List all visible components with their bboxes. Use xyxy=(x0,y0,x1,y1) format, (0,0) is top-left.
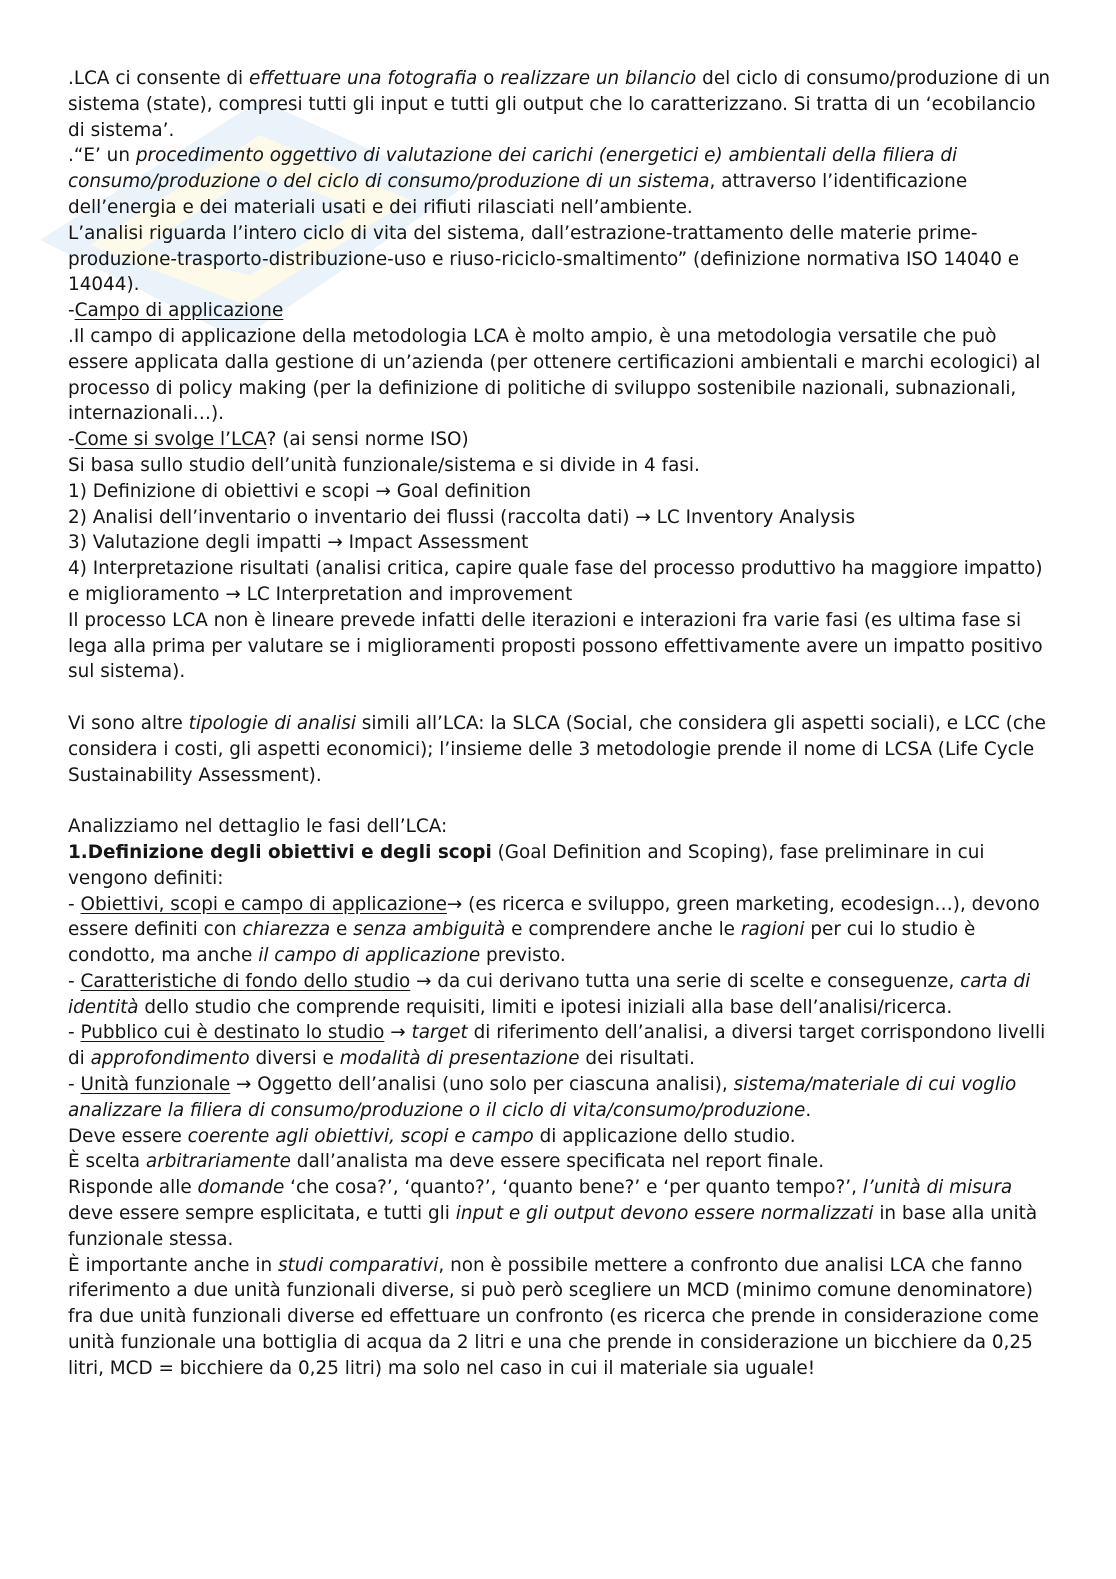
paragraph-life-cycle: L’analisi riguarda l’intero ciclo di vita del sistema, dall’estrazione-trattamento delle materie prime-produzione-trasporto-distribuzione-uso e riuso-riciclo-smaltimento” (definizione normativa ISO 14040 e 14044). xyxy=(68,222,1020,296)
paragraph-campo: .Il campo di applicazione della metodologia LCA è molto ampio, è una metodologia versatile che può essere applicata dalla gestione di un’azienda (per ottenere certificazioni ambientali e marchi ecologici) al processo di policy making (per la definizione di politiche di sviluppo sostenibile nazionali, subnazionali, internazionali…). xyxy=(68,325,1041,425)
arrow-right-icon: → xyxy=(230,1074,252,1096)
list-item: 2) Analisi dell’inventario o inventario dei flussi (raccolta dati) → LC Inventory Analysis xyxy=(68,506,856,528)
paragraph-coerente: Deve essere coerente agli obiettivi, scopi e campo di applicazione dello studio. xyxy=(68,1125,796,1147)
list-item: 4) Interpretazione risultati (analisi critica, capire quale fase del processo produttivo ha maggiore impatto) e miglioramento → LC Interpretation and improvement xyxy=(68,558,1043,605)
paragraph-tipologie: Vi sono altre tipologie di analisi simili all’LCA: la SLCA (Social, che considera gli aspetti sociali), e LCC (che considera i costi, gli aspetti economici); l’insieme delle 3 metodologie prende il nome di LCSA (Life Cycle Sustainability Assessment). xyxy=(68,712,1046,786)
bullet-pubblico: - Pubblico cui è destinato lo studio → target di riferimento dell’analisi, a diversi target corrispondono livelli di approfondimento diversi e modalità di presentazione dei risultati. xyxy=(68,1022,1046,1070)
arrow-right-icon: → xyxy=(635,506,651,528)
arrow-right-icon: → xyxy=(410,970,432,992)
arrow-right-icon: → xyxy=(375,480,391,502)
arrow-right-icon: → xyxy=(384,1022,406,1044)
bullet-obiettivi: - Obiettivi, scopi e campo di applicazione→ (es ricerca e sviluppo, green marketing, ecodesign…), devono essere definiti con chiarezza e senza ambiguità e comprendere anche le ragioni per cui lo studio è condotto, ma anche il campo di applicazione previsto. xyxy=(68,893,1040,967)
paragraph-analizziamo: Analizziamo nel dettaglio le fasi dell’LCA: xyxy=(68,816,448,838)
section-heading-goal: 1.Definizione degli obiettivi e degli scopi (Goal Definition and Scoping), fase preliminare in cui vengono definiti: xyxy=(68,841,985,889)
heading-come-si-svolge: -Come si svolge l’LCA? (ai sensi norme ISO) xyxy=(68,429,469,451)
paragraph-iterazioni: Il processo LCA non è lineare prevede infatti delle iterazioni e interazioni fra varie fasi (es ultima fase si lega alla prima per valutare se i miglioramenti proposti possono effettivamente avere un impatto positivo sul sistema). xyxy=(68,609,1043,683)
bullet-unita-funzionale: - Unità funzionale → Oggetto dell’analisi (uno solo per ciascuna analisi), sistema/materiale di cui voglio analizzare la filiera di consumo/produzione o il ciclo di vita/consumo/produzione. xyxy=(68,1074,1017,1121)
arrow-right-icon: → xyxy=(446,893,463,915)
document-body xyxy=(68,66,1058,1382)
paragraph-fasi: Si basa sullo studio dell’unità funzionale/sistema e si divide in 4 fasi. xyxy=(68,454,700,476)
bullet-caratteristiche: - Caratteristiche di fondo dello studio → da cui derivano tutta una serie di scelte e conseguenze, carta di identità dello studio che comprende requisiti, limiti e ipotesi iniziali alla base dell’analisi/ricerca. xyxy=(68,970,1031,1018)
list-item: 3) Valutazione degli impatti → Impact Assessment xyxy=(68,532,529,554)
paragraph-arbitrariamente: È scelta arbitrariamente dall’analista ma deve essere specificata nel report finale. xyxy=(68,1151,825,1173)
paragraph-comparativi: È importante anche in studi comparativi, non è possibile mettere a confronto due analisi LCA che fanno riferimento a due unità funzionali diverse, si può però scegliere un MCD (minimo comune denominatore) fra due unità funzionali diverse ed effettuare un confronto (es ricerca che prende in considerazione come unità funzionale una bottiglia di acqua da 2 litri e una che prende in considerazione un bicchiere da 0,25 litri, MCD = bicchiere da 0,25 litri) ma solo nel caso in cui il materiale sia uguale! xyxy=(68,1254,1039,1379)
arrow-right-icon: → xyxy=(327,532,343,554)
arrow-right-icon: → xyxy=(225,583,241,605)
list-item: 1) Definizione di obiettivi e scopi → Goal definition xyxy=(68,480,532,502)
paragraph-definition: .“E’ un procedimento oggettivo di valutazione dei carichi (energetici e) ambientali della filiera di consumo/produzione o del ciclo di consumo/produzione di un sistema, attraverso l’identificazione dell’energia e dei materiali usati e dei rifiuti rilasciati nell’ambiente. xyxy=(68,145,968,218)
paragraph-domande: Risponde alle domande ‘che cosa?’, ‘quanto?’, ‘quanto bene?’ e ‘per quanto tempo?’, l’unità di misura deve essere sempre esplicitata, e tutti gli input e gli output devono essere normalizzati in base alla unità funzionale stessa. xyxy=(68,1177,1038,1250)
heading-campo-applicazione: -Campo di applicazione xyxy=(68,300,284,322)
paragraph-intro: .LCA ci consente di effettuare una fotografia o realizzare un bilancio del ciclo di consumo/produzione di un sistema (state), compresi tutti gli input e tutti gli output che lo caratterizzano. Si tratta di un ‘ecobilancio di sistema’. xyxy=(68,68,1051,141)
